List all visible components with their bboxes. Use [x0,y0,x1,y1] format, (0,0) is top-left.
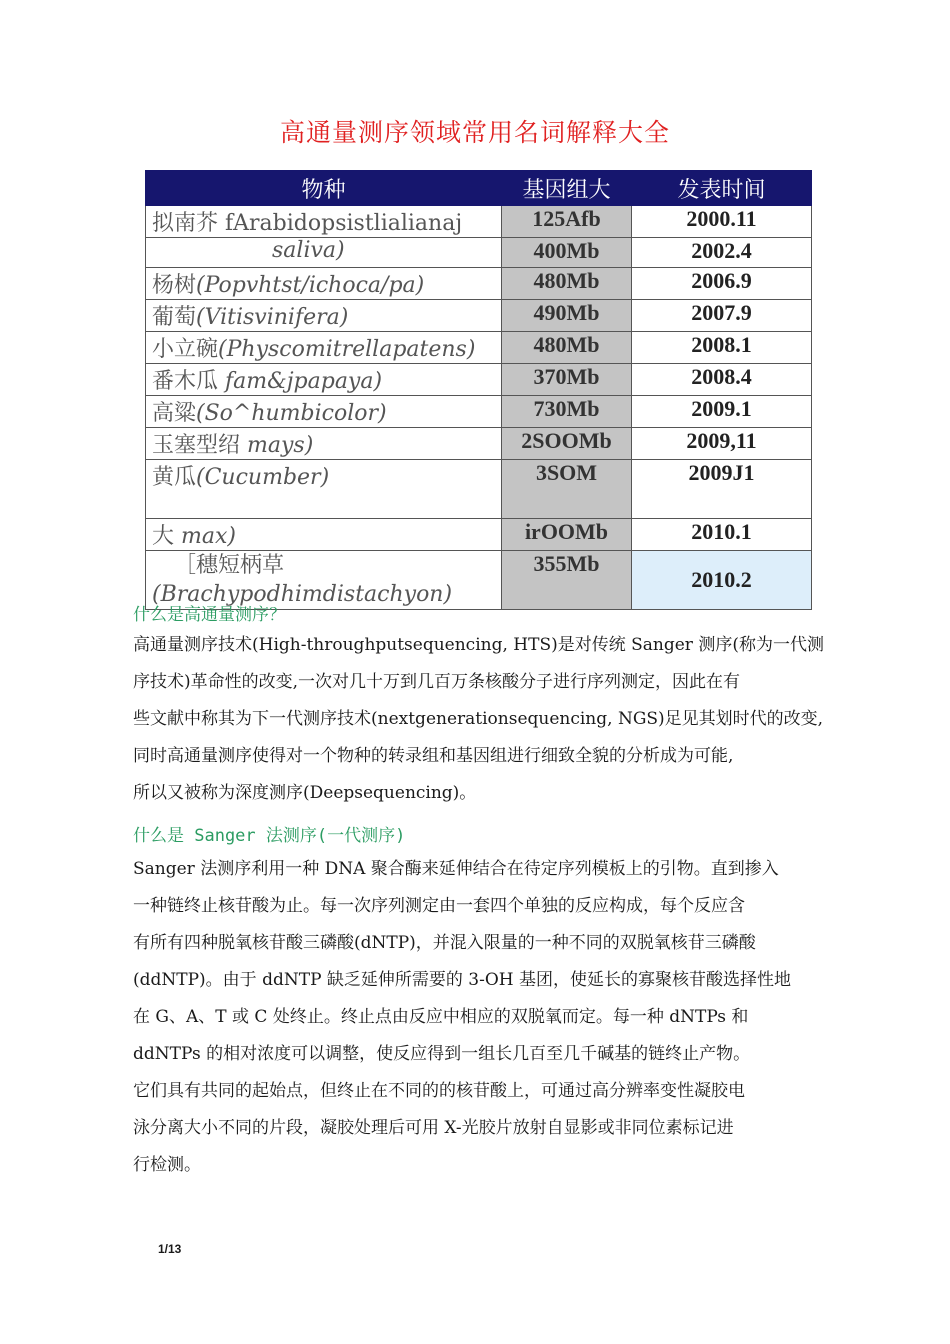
genome-size-cell: 480Mb [502,332,632,364]
paragraph-line: 些文献中称其为下一代测序技术(nextgenerationsequencing, NGS)足见其划时代的改变, [133,709,824,729]
table-row [146,428,812,460]
paragraph-line: 泳分离大小不同的片段，凝胶处理后可用 X-光胶片放射自显影或非同位素标记进 [133,1118,734,1138]
paragraph-line: 序技术)革命性的改变,一次对几十万到几百万条核酸分子进行序列测定，因此在有 [133,672,741,692]
species-cell: 高粱(So^humbicolor) [146,396,502,428]
genome-size-cell: 730Mb [502,396,632,428]
paragraph-line: ddNTPs 的相对浓度可以调整，使反应得到一组长几百至几千碱基的链终止产物。 [133,1044,751,1064]
publish-date-cell: 2008.4 [632,364,812,396]
table-row [146,238,812,268]
species-cell: 玉塞型绍 mays) [146,428,502,460]
publish-date-cell: 2009.1 [632,396,812,428]
table-row [146,519,812,551]
table-row [146,396,812,428]
publish-date-cell: 2002.4 [632,238,812,268]
paragraph-line: 高通量测序技术(High-throughputsequencing, HTS)是对传统 Sanger 测序(称为一代测 [133,635,824,655]
table-row [146,332,812,364]
paragraph-line: 同时高通量测序使得对一个物种的转录组和基因组进行细致全貌的分析成为可能, [133,746,734,766]
genome-size-cell: 3SOM [502,460,632,519]
species-cell: 杨树(Popvhtst/ichoca/pa) [146,268,502,300]
section-heading-sanger: 什么是 Sanger 法测序(一代测序) [133,826,406,846]
genome-size-cell: 2SOOMb [502,428,632,460]
publish-date-cell: 2006.9 [632,268,812,300]
table-row [146,206,812,238]
publish-date-cell: 2010.1 [632,519,812,551]
genome-size-cell: 480Mb [502,268,632,300]
header-genome-size: 基因组大 [502,171,632,206]
publish-date-cell: 2000.11 [632,206,812,238]
genome-size-cell: 125Afb [502,206,632,238]
publish-date-cell: 2008.1 [632,332,812,364]
publish-date-cell: 2010.2 [632,551,812,610]
paragraph-line: 一种链终止核苷酸为止。每一次序列测定由一套四个单独的反应构成，每个反应含 [133,896,745,916]
species-cell: 拟南芥 fArabidopsistlialianaj [146,206,502,238]
table-header-row [146,171,812,206]
genome-size-cell: irOOMb [502,519,632,551]
paragraph-sanger [133,851,833,1184]
species-cell: saliva) [146,238,502,268]
paragraph-line: 行检测。 [133,1155,201,1175]
paragraph-line: (ddNTP)。由于 ddNTP 缺乏延伸所需要的 3-OH 基团，使延长的寡聚核苷酸选择性地 [133,970,792,990]
paragraph-line: 在 G、A、T 或 C 处终止。终止点由反应中相应的双脱氧而定。每一种 dNTPs 和 [133,1007,749,1027]
publish-date-cell: 2007.9 [632,300,812,332]
header-species: 物种 [146,171,502,206]
species-cell: 小立碗(Physcomitrellapatens) [146,332,502,364]
genome-size-cell: 370Mb [502,364,632,396]
genome-table [145,170,812,610]
species-cell: 番木瓜 fam&jpapaya) [146,364,502,396]
section-heading-hts: 什么是高通量测序？ [133,605,286,625]
species-cell: 黄瓜(Cucumber) [146,460,502,519]
genome-size-cell: 490Mb [502,300,632,332]
paragraph-line: 所以又被称为深度测序(Deepsequencing)。 [133,783,477,803]
table-row [146,364,812,396]
genome-size-cell: 355Mb [502,551,632,610]
species-cell: ［穗短柄草 (Brachypodhimdistachyon) [146,551,502,610]
publish-date-cell: 2009,11 [632,428,812,460]
species-cell: 葡萄(Vitisvinifera) [146,300,502,332]
document-title: 高通量测序领域常用名词解释大全 [279,118,670,147]
paragraph-line: Sanger 法测序利用一种 DNA 聚合酶来延伸结合在待定序列模板上的引物。直到掺入 [133,859,779,879]
table-row [146,268,812,300]
page-number: 1/13 [158,1242,182,1256]
paragraph-hts [133,627,833,812]
paragraph-line: 它们具有共同的起始点，但终止在不同的的核苷酸上，可通过高分辨率变性凝胶电 [133,1081,745,1101]
species-cell: 大 max) [146,519,502,551]
paragraph-line: 有所有四种脱氧核苷酸三磷酸(dNTP)，并混入限量的一种不同的双脱氧核苷三磷酸 [133,933,756,953]
header-publish-date: 发表时间 [632,171,812,206]
genome-size-cell: 400Mb [502,238,632,268]
table-row [146,460,812,519]
table-row [146,300,812,332]
publish-date-cell: 2009J1 [632,460,812,519]
